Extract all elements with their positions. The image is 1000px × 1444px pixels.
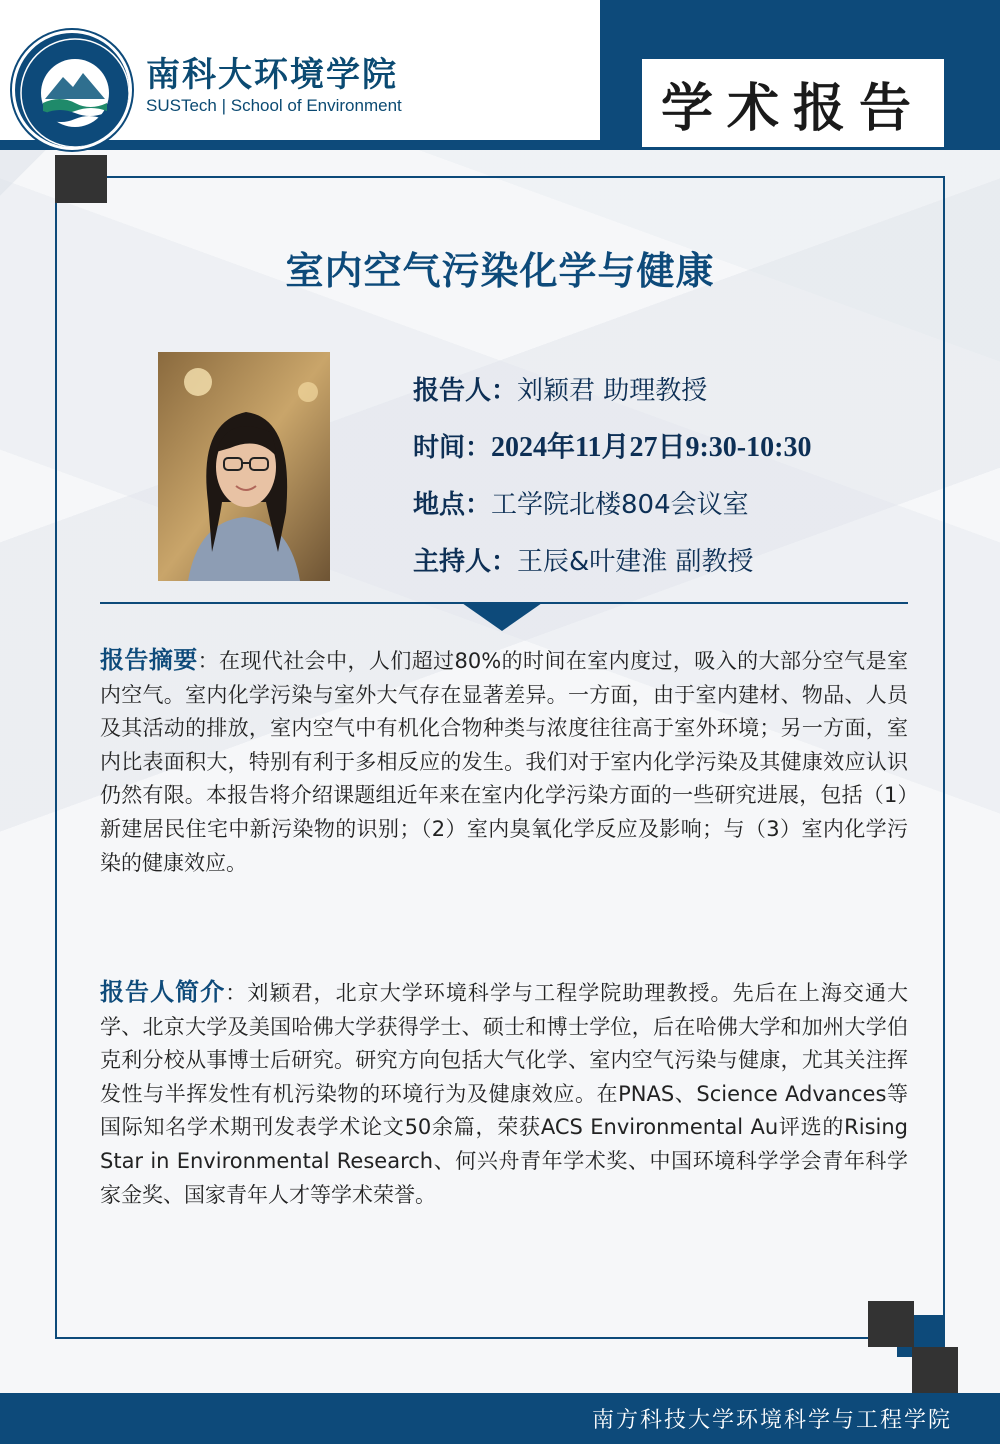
footer-text: 南方科技大学环境科学与工程学院: [591, 1408, 952, 1433]
place-label: 地点：: [413, 490, 492, 520]
speaker-info: [413, 372, 811, 600]
host-label: 主持人：: [413, 547, 518, 577]
decor-square-bottom-right-dark: [868, 1301, 914, 1347]
speaker-photo: [158, 352, 330, 581]
brand-block: [146, 55, 402, 117]
talk-title: 室内空气污染化学与健康: [285, 249, 715, 293]
speaker-value: 刘颖君 助理教授: [517, 376, 708, 406]
abstract-paragraph: [100, 644, 908, 880]
time-row: [413, 429, 811, 486]
bio-heading: 报告人简介: [100, 978, 226, 1006]
place-row: [413, 486, 811, 543]
abstract-heading: 报告摘要: [100, 646, 198, 674]
brand-english-name: SUSTech | School of Environment: [146, 96, 402, 115]
divider-notch-icon: [462, 603, 542, 631]
host-value: 王辰&叶建淮 副教授: [517, 547, 754, 577]
place-value: 工学院北楼804会议室: [491, 490, 749, 520]
speaker-label: 报告人：: [413, 376, 518, 406]
abstract-text: ：在现代社会中，人们超过80%的时间在室内度过，吸入的大部分空气是室内空气。室内化学污染与室外大气存在显著差异。一方面，由于室内建材、物品、人员及其活动的排放，室内空气中有机化合物种类与浓度往往高于室外环境；另一方面，室内比表面积大，特别有利于多相反应的发生。我们对于室内化学污染及其健康效应认识仍然有限。本报告将介绍课题组近年来在室内化学污染方面的一些研究进展，包括（1）新建居民住宅中新污染物的识别；（2）室内臭氧化学反应及影响；与（3）室内化学污染的健康效应。: [100, 649, 908, 875]
host-row: [413, 543, 811, 600]
decor-square-bottom-right-dark-2: [912, 1347, 958, 1393]
speaker-row: [413, 372, 811, 429]
decor-square-top-left: [55, 155, 107, 203]
time-label: 时间：: [413, 433, 492, 463]
brand-chinese-name: 南科大环境学院: [146, 55, 398, 95]
footer-band: [0, 1393, 1000, 1444]
school-logo-icon: [12, 30, 132, 150]
bio-text: ：刘颖君，北京大学环境科学与工程学院助理教授。先后在上海交通大学、北京大学及美国哈佛大学获得学士、硕士和博士学位，后在哈佛大学和加州大学伯克利分校从事博士后研究。研究方向包括大气化学、室内空气污染与健康，尤其关注挥发性与半挥发性有机污染物的环境行为及健康效应。在PNAS、Science Advances等国际知名学术期刊发表学术论文50余篇，荣获ACS Environmental Au评选的Rising Star in Environmental Research、何兴舟青年学术奖、中国环境科学学会青年科学家金奖、国家青年人才等学术荣誉。: [100, 981, 909, 1207]
bio-paragraph: [100, 976, 908, 1212]
academic-report-badge: [640, 57, 946, 149]
time-value: 2024年11月27日9:30-10:30: [491, 432, 812, 463]
badge-text: 学术报告: [660, 77, 925, 139]
